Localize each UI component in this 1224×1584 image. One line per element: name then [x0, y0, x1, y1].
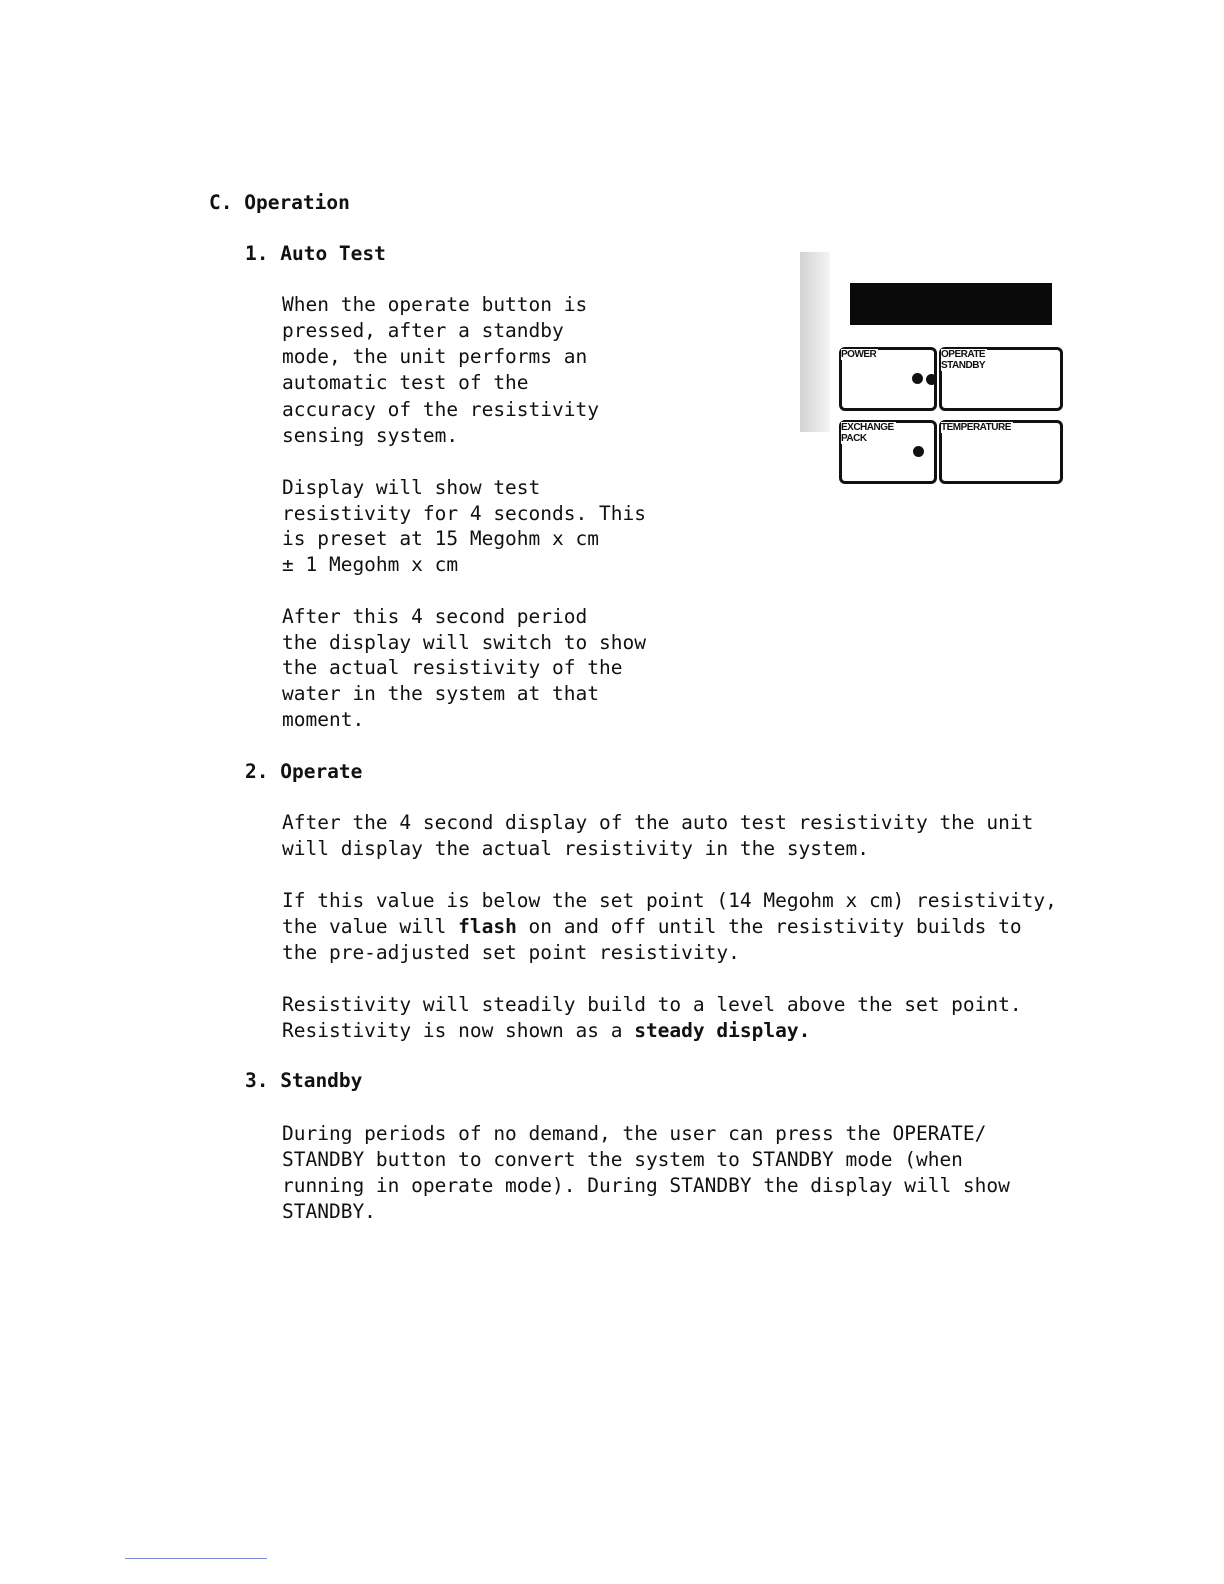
- power-led-icon: [912, 373, 923, 384]
- text-line: the display will switch to show: [282, 631, 646, 654]
- exchange-pack-label: EXCHANGE PACK: [841, 422, 894, 444]
- text-line: the actual resistivity of the: [282, 656, 623, 679]
- text-line: After this 4 second period: [282, 605, 588, 628]
- text-line: Resistivity will steadily build to a level above the set point.: [282, 993, 1022, 1016]
- text-fragment: on and off until the resistivity builds to: [516, 915, 1022, 938]
- temperature-label: TEMPERATURE: [941, 422, 1011, 433]
- standby-heading: 3. Standby: [245, 1069, 363, 1092]
- text-line: accuracy of the resistivity: [282, 398, 599, 421]
- operate-standby-label: OPERATE STANDBY: [941, 349, 986, 371]
- text-line: [282, 1018, 810, 1044]
- text-line: STANDBY button to convert the system to STANDBY mode (when: [282, 1148, 963, 1171]
- steady-display-emphasis: steady display.: [634, 1019, 811, 1042]
- text-line: the pre-adjusted set point resistivity.: [282, 941, 740, 964]
- text-line: Display will show test: [282, 476, 541, 499]
- panel-display: [850, 283, 1052, 325]
- text-line: STANDBY.: [282, 1200, 376, 1223]
- text-line: resistivity for 4 seconds. This: [282, 502, 646, 525]
- footer-rule: [125, 1558, 267, 1559]
- text-line: During periods of no demand, the user can press the OPERATE/: [282, 1122, 987, 1145]
- text-line: sensing system.: [282, 424, 459, 447]
- panel-edge-shading: [800, 252, 830, 432]
- text-line: mode, the unit performs an: [282, 345, 588, 368]
- text-line: [282, 914, 1022, 940]
- text-line: water in the system at that: [282, 682, 599, 705]
- text-line: will display the actual resistivity in the system.: [282, 837, 869, 860]
- text-line: If this value is below the set point (14 Megohm x cm) resistivity,: [282, 889, 1057, 912]
- text-line: pressed, after a standby: [282, 319, 564, 342]
- operate-heading: 2. Operate: [245, 760, 363, 783]
- auto-test-heading: 1. Auto Test: [245, 242, 386, 265]
- operate-led-icon: [926, 374, 937, 385]
- text-fragment: the value will: [282, 915, 459, 938]
- text-line: automatic test of the: [282, 371, 529, 394]
- control-panel-figure: [800, 248, 1070, 538]
- flash-emphasis: flash: [458, 915, 517, 938]
- text-line: running in operate mode). During STANDBY the display will show: [282, 1174, 1010, 1197]
- text-line: ± 1 Megohm x cm: [282, 553, 459, 576]
- exchange-led-icon: [913, 446, 924, 457]
- text-line: After the 4 second display of the auto test resistivity the unit: [282, 811, 1034, 834]
- text-fragment: Resistivity is now shown as a: [282, 1019, 635, 1042]
- section-heading: C. Operation: [209, 191, 350, 214]
- text-line: moment.: [282, 708, 365, 731]
- text-line: is preset at 15 Megohm x cm: [282, 527, 599, 550]
- power-label: POWER: [841, 349, 877, 360]
- text-line: When the operate button is: [282, 293, 588, 316]
